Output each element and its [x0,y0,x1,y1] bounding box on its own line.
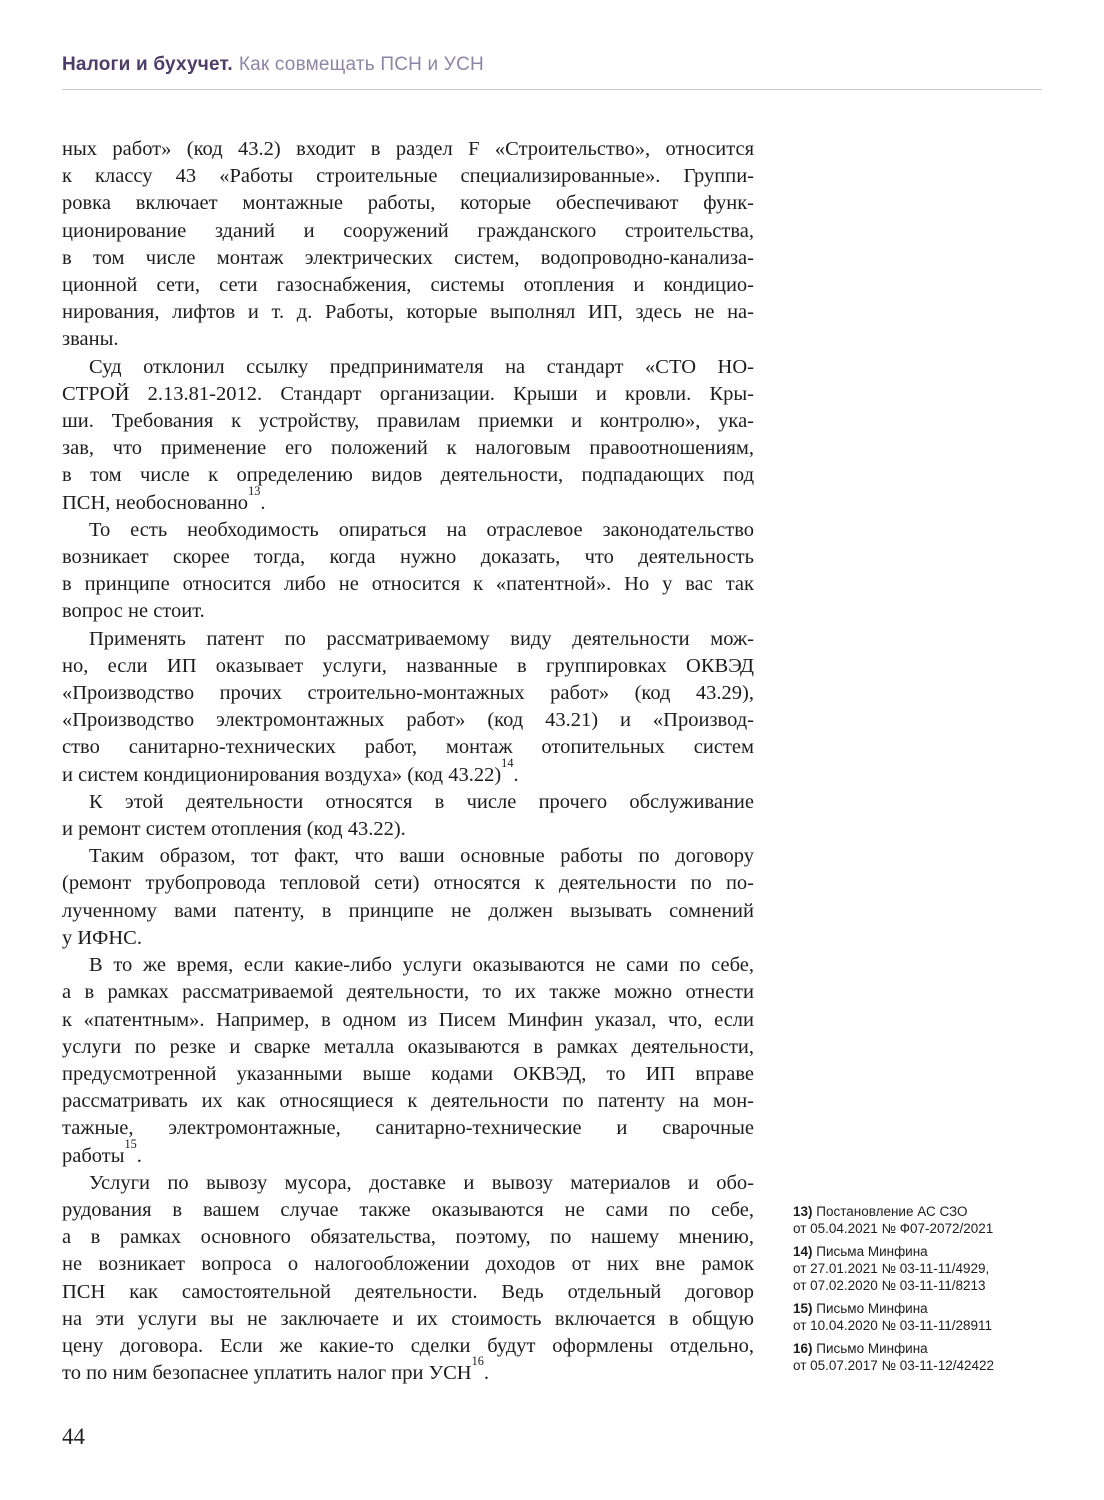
footnote-ref: 15 [124,1136,137,1151]
text-line: в том числе монтаж электрических систем, водопроводно-канализа- [62,246,754,269]
paragraph [62,1170,754,1388]
text-line: В то же время, если какие-либо услуги оказываются не сами по себе, [89,954,754,977]
footnote-ref: 13 [248,483,261,498]
header-brand: Налоги и бухучет. [62,54,233,75]
text-line: к «патентным». Например, в одном из Писем Минфин указал, что, если [62,1008,754,1031]
text-line: цену договора. Если же какие-то сделки будут оформлены отдельно, [62,1334,754,1357]
text-line: ство санитарно-технических работ, монтаж отопительных систем [62,736,754,759]
page-number: 44 [62,1424,85,1449]
text-line: тажные, электромонтажные, санитарно-технические и сварочные [62,1117,754,1140]
paragraph [62,136,754,354]
footnote-line: от 05.04.2021 № Ф07-2072/2021 [793,1221,994,1236]
text-line: а в рамках основного обязательства, поэтому, по нашему мнению, [62,1226,754,1249]
text-line: ционирование зданий и сооружений гражданского строительства, [62,219,754,242]
text-line: ных работ» (код 43.2) входит в раздел F «Строительство», относится [62,138,754,160]
text-line: ровка включает монтажные работы, которые обеспечивают функ- [62,192,754,215]
footnote-number: 14) [793,1244,817,1259]
text-line: Таким образом, тот факт, что ваши основные работы по договору [89,845,754,868]
header-article-title: Как совмещать ПСН и УСН [238,54,484,75]
text-line: званы. [62,328,119,351]
paragraph [62,626,754,789]
page-header [62,54,484,76]
text-line: рассматривать их как относящиеся к деятельности по патенту на мон- [62,1090,754,1113]
footnote-number: 13) [793,1204,817,1219]
footnote [793,1340,1055,1374]
text-line: но, если ИП оказывает услуги, названные в группировках ОКВЭД [62,654,754,677]
text-line: а в рамках рассматриваемой деятельности, то их также можно отнести [62,981,754,1004]
paragraph [62,517,754,626]
text-line: СТРОЙ 2.13.81-2012. Стандарт организации. Крыши и кровли. Кры- [62,382,754,405]
text-line: услуги по резке и сварке металла оказываются в рамках деятельности, [62,1035,754,1058]
text-line: ши. Требования к устройству, правилам приемки и контролю», ука- [62,410,754,433]
text-line: к классу 43 «Работы строительные специализированные». Группи- [62,165,754,188]
footnote [793,1203,1055,1237]
paragraph [62,789,754,843]
paragraph [62,843,754,952]
footnote-number: 16) [793,1341,817,1356]
footnote-line: от 27.01.2021 № 03-11-11/4929, [793,1261,990,1276]
text-line: (ремонт трубопровода тепловой сети) относятся к деятельности по по- [62,872,754,895]
text-line: «Производство прочих строительно-монтажных работ» (код 43.29), [62,682,754,705]
footnote [793,1243,1055,1294]
footnotes-sidebar [793,1203,1055,1380]
text-line: в принципе относится либо не относится к «патентной». Но у вас так [62,573,754,596]
paragraph [62,354,754,517]
text-line: и систем кондиционирования воздуха» (код 43.22)$^{14}$. [62,755,519,786]
text-line: нирования, лифтов и т. д. Работы, которые выполнял ИП, здесь не на- [62,301,754,324]
text-line: лученному вами патенту, в принципе не должен вызывать сомнений [62,899,754,922]
footnote-ref: 14 [501,755,514,770]
footnote-line: 14) Письма Минфина [793,1244,928,1259]
text-line: работы$^{15}$. [62,1136,142,1167]
footnote-line: 13) Постановление АС СЗО [793,1204,968,1219]
text-line: ционной сети, сети газоснабжения, системы отопления и кондицио- [62,274,754,297]
text-line: и ремонт систем отопления (код 43.22). [62,818,406,841]
footnote-line: от 10.04.2020 № 03-11-11/28911 [793,1318,993,1333]
article-body [62,136,754,1387]
footnote-ref: 16 [471,1354,484,1369]
text-line: К этой деятельности относятся в числе прочего обслуживание [89,790,754,813]
footnote-line: от 07.02.2020 № 03-11-11/8213 [793,1278,986,1293]
footnote [793,1300,1055,1334]
text-line: То есть необходимость опираться на отраслевое законодательство [89,518,754,541]
footnote-line: 15) Письмо Минфина [793,1301,928,1316]
text-line: рудования в вашем случае также оказываются не сами по себе, [62,1198,754,1221]
header-divider [62,89,1042,90]
text-line: ПСН, необоснованно$^{13}$. [62,483,266,514]
text-line: то по ним безопаснее уплатить налог при УСН$^{16}$. [62,1354,490,1385]
text-line: «Производство электромонтажных работ» (код 43.21) и «Производ- [62,709,754,732]
text-line: в том числе к определению видов деятельности, подпадающих под [62,464,754,487]
text-line: не возникает вопроса о налогообложении доходов от них вне рамок [62,1253,754,1276]
text-line: возникает скорее тогда, когда нужно доказать, что деятельность [62,546,754,569]
footnote-line: от 05.07.2017 № 03-11-12/42422 [793,1358,995,1373]
text-line: зав, что применение его положений к налоговым правоотношениям, [62,437,754,460]
text-line: предусмотренной указанными выше кодами ОКВЭД, то ИП вправе [62,1062,754,1085]
footnote-number: 15) [793,1301,817,1316]
text-line: Применять патент по рассматриваемому виду деятельности мож- [89,627,754,650]
text-line: ПСН как самостоятельной деятельности. Ведь отдельный договор [62,1280,754,1303]
text-line: Услуги по вывозу мусора, доставке и вывозу материалов и обо- [89,1171,754,1194]
text-line: Суд отклонил ссылку предпринимателя на стандарт «СТО НО- [89,355,754,378]
paragraph [62,952,754,1170]
text-line: на эти услуги вы не заключаете и их стоимость включается в общую [62,1307,754,1330]
text-line: вопрос не стоит. [62,600,205,623]
text-line: у ИФНС. [62,926,142,949]
footnote-line: 16) Письмо Минфина [793,1341,928,1356]
